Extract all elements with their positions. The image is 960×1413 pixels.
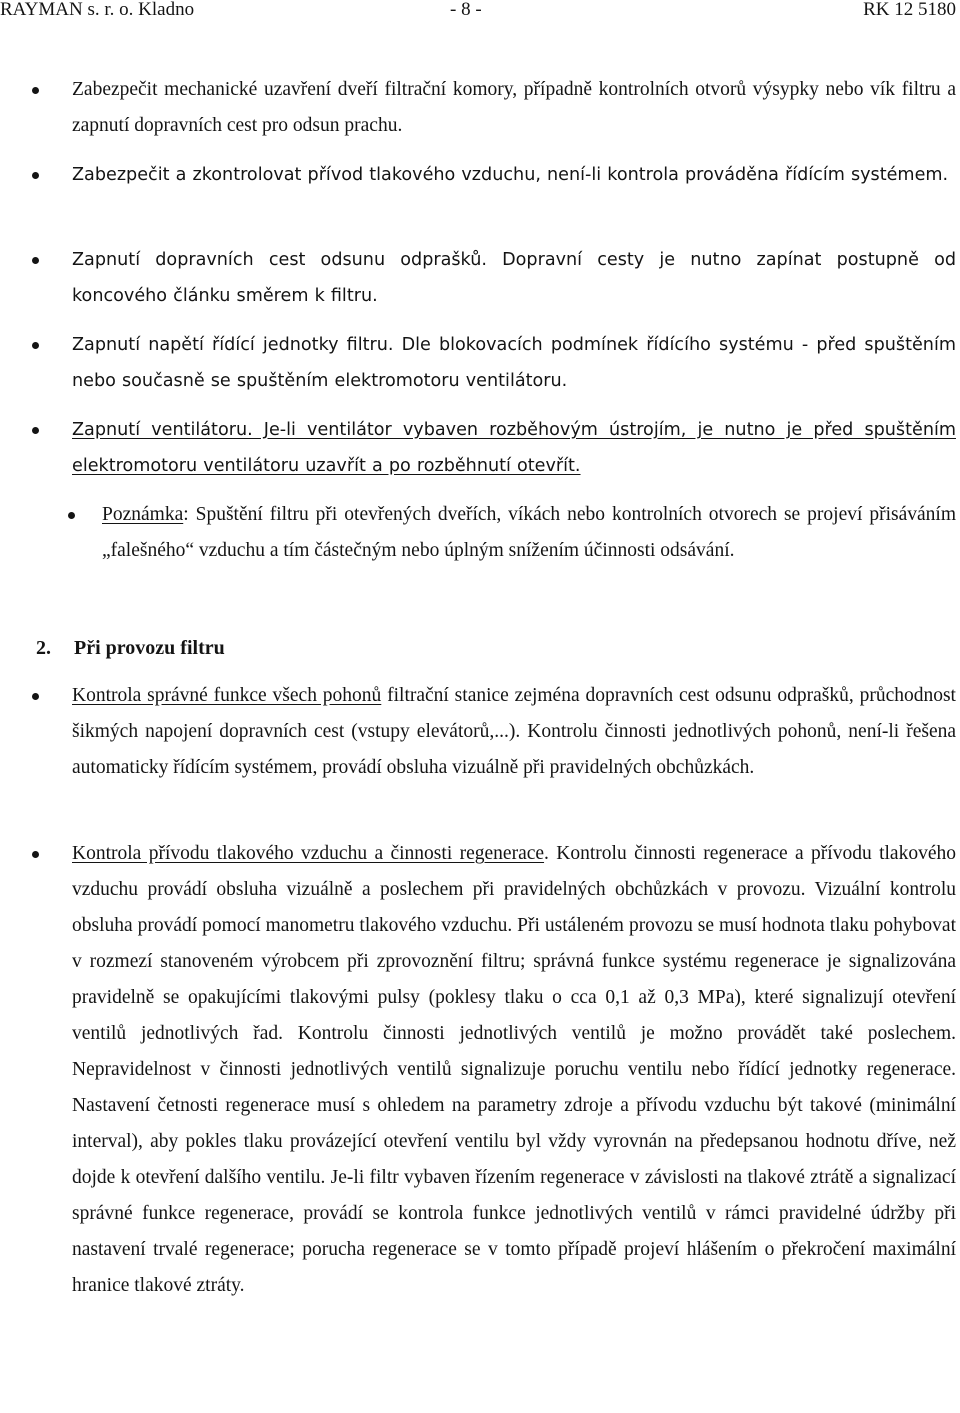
bullet-icon xyxy=(32,693,39,700)
header-document-code: RK 12 5180 xyxy=(863,0,956,20)
bullet-icon xyxy=(32,342,39,349)
header-company: RAYMAN s. r. o. Kladno xyxy=(0,0,195,20)
header-page-number: - 8 - xyxy=(450,0,482,20)
bullet-icon xyxy=(32,87,39,94)
list-item-text: Zabezpečit a zkontrolovat přívod tlakového vzduchu, není-li kontrola prováděna řídícím systémem. xyxy=(72,165,949,185)
note-text: : Spuštění filtru při otevřených dveřích, víkách nebo kontrolních otvorech se projeví přisáváním „falešného“ vzduchu a tím částečným nebo úplným snížením účinnosti odsávání. xyxy=(102,504,956,561)
section-number: 2. xyxy=(36,637,51,659)
list-item-heading: Kontrola správné funkce všech pohonů xyxy=(72,685,382,706)
page-header xyxy=(0,0,960,22)
list-item xyxy=(72,327,956,399)
list-item xyxy=(72,157,956,193)
note-label: Poznámka xyxy=(102,504,184,525)
list-item-text: Zapnutí ventilátoru. Je-li ventilátor vybaven rozběhovým ústrojím, je nutno je před spuštěním elektromotoru ventilátoru uzavřít a po rozběhnutí otevřít. xyxy=(72,420,956,476)
bullet-icon xyxy=(32,851,39,858)
list-item xyxy=(72,412,956,484)
bullet-icon xyxy=(68,512,75,519)
bullet-icon xyxy=(32,257,39,264)
list-item-heading: Kontrola přívodu tlakového vzduchu a činnosti regenerace xyxy=(72,843,545,864)
list-item xyxy=(72,678,956,786)
list-item-text: Zapnutí dopravních cest odsunu odprašků. Dopravní cesty je nutno zapínat postupně od koncového článku směrem k filtru. xyxy=(72,250,956,306)
note xyxy=(102,497,956,569)
list-item-text: Zabezpečit mechanické uzavření dveří filtrační komory, případně kontrolních otvorů výsypky nebo vík filtru a zapnutí dopravních cest pro odsun prachu. xyxy=(72,79,956,136)
list-item xyxy=(72,72,956,144)
section-title: Při provozu filtru xyxy=(74,637,225,659)
list-item xyxy=(72,242,956,314)
section-heading xyxy=(36,630,225,666)
list-item-text: filtrační stanice zejména dopravních cest odsunu odprašků, průchodnost šikmých napojení dopravních cest (vstupy elevátorů,...). Kontrolu činnosti jednotlivých pohonů, není-li řešena automaticky řídícím systémem, provádí obsluha vizuálně při pravidelných obchůzkách. xyxy=(72,685,956,778)
bullet-icon xyxy=(32,427,39,434)
list-item-text: . Kontrolu činnosti regenerace a přívodu tlakového vzduchu provádí obsluha vizuálně a poslechem při pravidelných obchůzkách v provozu. Vizuální kontrolu obsluha provádí pomocí manometru tlakového vzduchu. Při ustáleném provozu se musí hodnota tlaku pohybovat v rozmezí stanoveném výrobcem při zprovoznění filtru; správná funkce systému regenerace je signalizována pravidelně se opakujícími tlakovými pulsy (poklesy tlaku o cca 0,1 až 0,3 MPa), které signalizují otevření ventilů jednotlivých řad. Kontrolu činnosti jednotlivých ventilů je možno provádět také poslechem. Nepravidelnost v činnosti jednotlivých ventilů signalizuje poruchu ventilu nebo řídící jednotky regenerace. Nastavení četnosti regenerace musí s ohledem na parametry zdroje a přívodu vzduchu být takové (minimální interval), aby pokles tlaku provázející otevření ventilu byl vždy vyrovnán na předepsanou hodnotu dříve, než dojde k otevření dalšího ventilu. Je-li filtr vybaven řízením regenerace v závislosti na tlakové ztrátě a signalizací správné funkce regenerace, provádí se kontrola funkce jednotlivých ventilů v rámci pravidelné údržby při nastavení trvalé regenerace; porucha regenerace se v tomto případě projeví hlášením o překročení maximální hranice tlakové ztráty. xyxy=(72,843,956,1296)
list-item-text: Zapnutí napětí řídící jednotky filtru. Dle blokovacích podmínek řídícího systému - před spuštěním nebo současně se spuštěním elektromotoru ventilátoru. xyxy=(72,335,956,391)
bullet-icon xyxy=(32,172,39,179)
list-item xyxy=(72,836,956,1304)
